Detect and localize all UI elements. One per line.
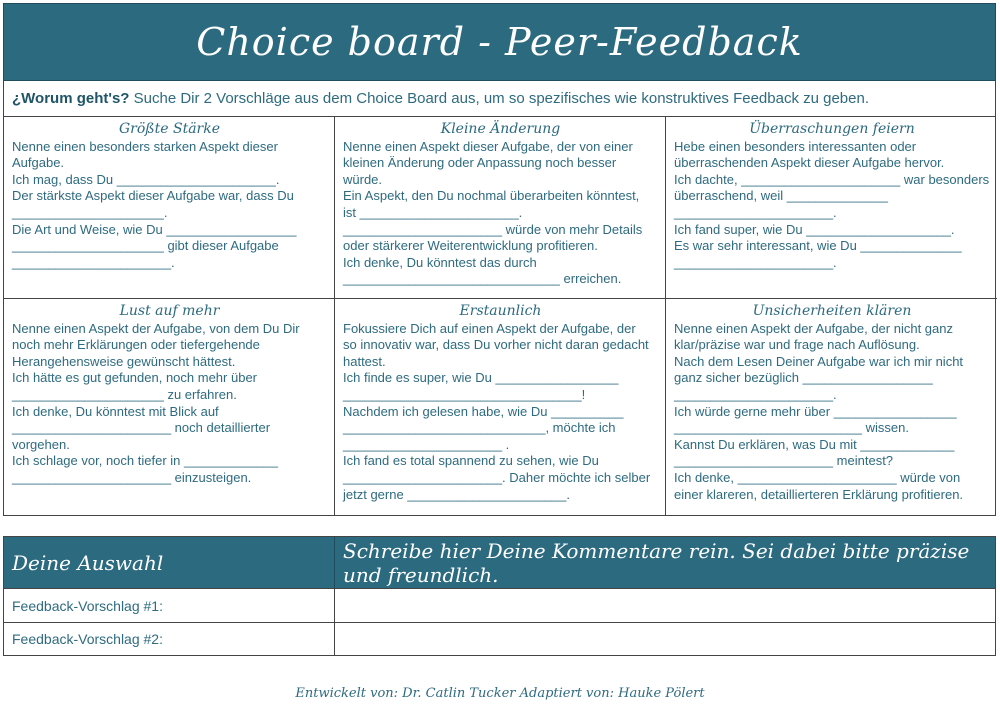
choice-text-line: noch mehr Erklärungen oder tiefergehende bbox=[12, 337, 260, 353]
choice-text-line: Ich mag, dass Du ______________________. bbox=[12, 171, 280, 187]
feedback-comment-field-1[interactable] bbox=[335, 588, 995, 622]
choice-cell-lust-auf-mehr bbox=[4, 299, 335, 516]
choice-text-line: _____________________. bbox=[12, 204, 168, 220]
choice-text-line: Der stärkste Aspekt dieser Aufgabe war, dass Du bbox=[12, 188, 294, 204]
choice-text-line: Fokussiere Dich auf einen Aspekt der Aufgabe, der bbox=[343, 320, 636, 336]
choice-cell-title: Unsicherheiten klären bbox=[752, 303, 912, 319]
choice-cell-unsicherheiten-klaeren bbox=[666, 299, 997, 516]
choice-text-line: Ein Aspekt, den Du nochmal überarbeiten könntest, bbox=[343, 188, 640, 204]
choice-text-line: Es war sehr interessant, wie Du ______________ bbox=[674, 238, 962, 254]
choice-text-line: Herangehensweise gewünscht hättest. bbox=[12, 353, 236, 369]
choice-text-line: ______________________________ erreichen. bbox=[343, 271, 622, 287]
choice-text-line: Ich denke, Du könntest mit Blick auf bbox=[12, 403, 219, 419]
choice-text-line: ______________________ einzusteigen. bbox=[12, 469, 252, 485]
choice-text-line: Nenne einen Aspekt der Aufgabe, von dem Du Dir bbox=[12, 320, 300, 336]
choice-text-line: ______________________ noch detaillierter bbox=[12, 420, 271, 436]
choice-text-line: ______________________ meintest? bbox=[674, 453, 894, 469]
feedback-table bbox=[3, 536, 996, 656]
choice-text-line: _____________________ gibt dieser Aufgabe bbox=[12, 238, 279, 254]
choice-text-line: ist ______________________. bbox=[343, 204, 523, 220]
choice-text-line: ______________________. Daher möchte ich selber bbox=[343, 469, 651, 485]
intro-text: Suche Dir 2 Vorschläge aus dem Choice Board aus, um so spezifisches wie konstruktives Feedback zu geben. bbox=[133, 90, 870, 107]
choice-text-line: Nachdem ich gelesen habe, wie Du __________ bbox=[343, 403, 624, 419]
choice-text-line: _____________________ zu erfahren. bbox=[12, 386, 237, 402]
choice-text-line: überraschend, weil ______________ bbox=[674, 188, 888, 204]
page-title: Choice board - Peer-Feedback bbox=[196, 20, 803, 64]
choice-text-line: klar/präzise war und frage nach Auflösung. bbox=[674, 337, 920, 353]
choice-text-line: Ich fand super, wie Du ____________________. bbox=[674, 221, 955, 237]
choice-text-line: kleinen Änderung oder Anpassung noch besser bbox=[343, 155, 617, 171]
choice-cell-kleine-aenderung bbox=[335, 117, 666, 299]
choice-text-line: Ich dachte, ______________________ war besonders bbox=[674, 171, 990, 187]
choice-cell-erstaunlich bbox=[335, 299, 666, 516]
choice-text-line: Ich denke, ______________________ würde von bbox=[674, 469, 961, 485]
table-header-comments: Schreibe hier Deine Kommentare rein. Sei dabei bitte präzise und freundlich. bbox=[335, 537, 995, 588]
choice-text-line: Ich fand es total spannend zu sehen, wie Du bbox=[343, 453, 599, 469]
choice-text-line: ______________________. bbox=[674, 254, 837, 270]
choice-text-line: Aufgabe. bbox=[12, 155, 65, 171]
choice-text-line: Nenne einen besonders starken Aspekt dieser bbox=[12, 138, 278, 154]
choice-cell-title: Überraschungen feiern bbox=[749, 121, 915, 137]
choice-board-grid bbox=[3, 117, 996, 516]
choice-text-line: Ich finde es super, wie Du _________________ bbox=[343, 370, 619, 386]
choice-cell-title: Kleine Änderung bbox=[440, 121, 561, 137]
choice-text-line: ganz sicher bezüglich __________________ bbox=[674, 370, 933, 386]
header-banner bbox=[3, 3, 996, 81]
intro-question: ¿Worum geht's? bbox=[12, 90, 130, 107]
choice-cell-groesste-staerke bbox=[4, 117, 335, 299]
choice-text-line: Ich schlage vor, noch tiefer in _____________ bbox=[12, 453, 278, 469]
choice-cell-title: Erstaunlich bbox=[459, 303, 542, 319]
choice-text-line: Kannst Du erklären, was Du mit _____________ bbox=[674, 436, 955, 452]
choice-text-line: hattest. bbox=[343, 353, 386, 369]
choice-text-line: ______________________ . bbox=[343, 436, 510, 452]
choice-cell-title: Lust auf mehr bbox=[119, 303, 220, 319]
choice-text-line: Die Art und Weise, wie Du __________________ bbox=[12, 221, 297, 237]
choice-text-line: ______________________. bbox=[12, 254, 175, 270]
feedback-row-label-2: Feedback-Vorschlag #2: bbox=[4, 622, 335, 655]
choice-text-line: Ich würde gerne mehr über _________________ bbox=[674, 403, 957, 419]
feedback-comment-field-2[interactable] bbox=[335, 622, 995, 655]
intro-row bbox=[3, 81, 996, 117]
choice-text-line: Hebe einen besonders interessanten oder bbox=[674, 138, 917, 154]
choice-text-line: Nenne einen Aspekt dieser Aufgabe, der von einer bbox=[343, 138, 633, 154]
choice-text-line: ______________________. bbox=[674, 386, 837, 402]
choice-text-line: Ich hätte es gut gefunden, noch mehr über bbox=[12, 370, 258, 386]
choice-text-line: ______________________ würde von mehr Details bbox=[343, 221, 643, 237]
choice-text-line: __________________________ wissen. bbox=[674, 420, 909, 436]
choice-text-line: einer klareren, detaillierteren Erklärung profitieren. bbox=[674, 486, 964, 502]
feedback-row-label-1: Feedback-Vorschlag #1: bbox=[4, 588, 335, 622]
choice-text-line: Nach dem Lesen Deiner Aufgabe war ich mir nicht bbox=[674, 353, 964, 369]
choice-text-line: ______________________. bbox=[674, 204, 837, 220]
choice-text-line: so innovativ war, dass Du vorher nicht daran gedacht bbox=[343, 337, 649, 353]
choice-text-line: Nenne einen Aspekt der Aufgabe, der nicht ganz bbox=[674, 320, 953, 336]
choice-text-line: oder stärkerer Weiterentwicklung profitieren. bbox=[343, 238, 598, 254]
choice-text-line: ____________________________, möchte ich bbox=[343, 420, 616, 436]
choice-text-line: jetzt gerne ______________________. bbox=[343, 486, 570, 502]
table-header-choice: Deine Auswahl bbox=[4, 537, 335, 588]
footer-credits: Entwickelt von: Dr. Catlin Tucker Adaptiert von: Hauke Pölert bbox=[295, 686, 705, 701]
choice-text-line: Ich denke, Du könntest das durch bbox=[343, 254, 537, 270]
choice-text-line: würde. bbox=[343, 171, 383, 187]
choice-cell-ueberraschungen-feiern bbox=[666, 117, 997, 299]
choice-text-line: _________________________________! bbox=[343, 386, 586, 402]
choice-text-line: überraschenden Aspekt dieser Aufgabe hervor. bbox=[674, 155, 945, 171]
choice-cell-title: Größte Stärke bbox=[118, 121, 221, 137]
choice-text-line: vorgehen. bbox=[12, 436, 70, 452]
